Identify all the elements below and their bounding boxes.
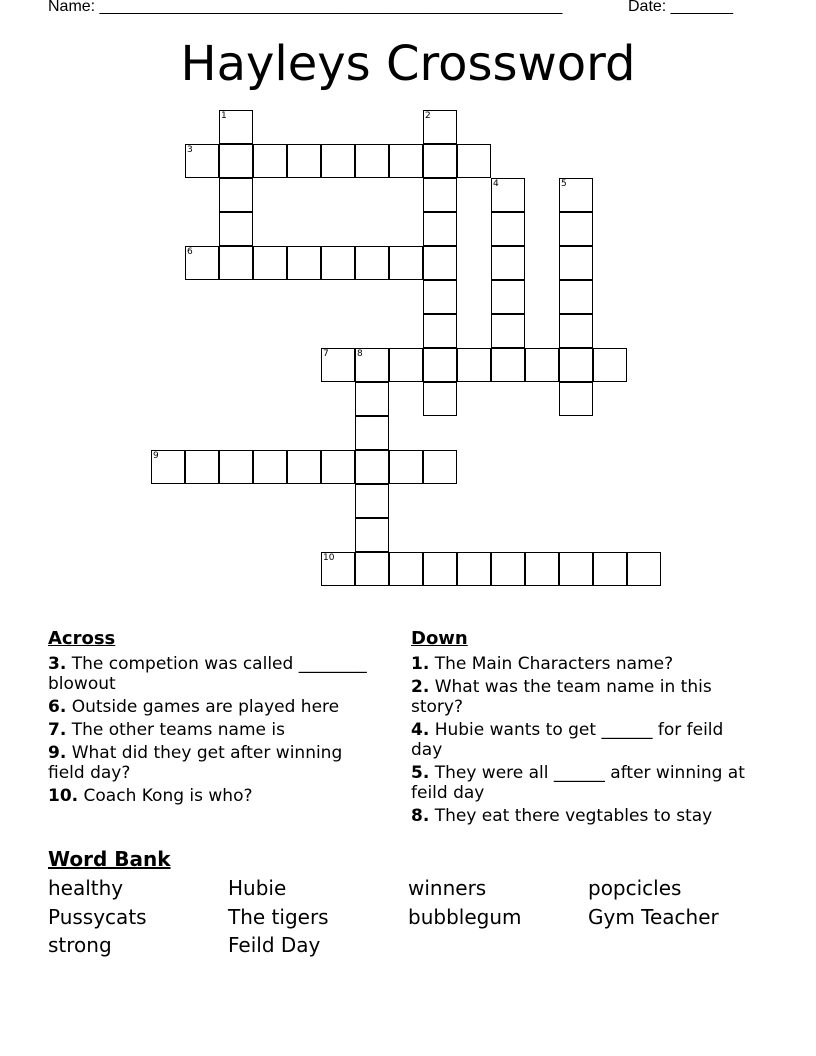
crossword-cell[interactable] <box>423 450 457 484</box>
crossword-cell[interactable] <box>219 144 253 178</box>
word-bank-item: The tigers <box>228 904 329 929</box>
clue-across-9 <box>48 743 378 783</box>
crossword-cell[interactable] <box>559 348 593 382</box>
crossword-cell[interactable] <box>185 144 219 178</box>
crossword-cell[interactable] <box>423 280 457 314</box>
crossword-cell[interactable] <box>185 246 219 280</box>
page-title: Hayleys Crossword <box>180 36 636 92</box>
cell-number: 6 <box>187 247 193 257</box>
crossword-cell[interactable] <box>219 110 253 144</box>
clue-text: Outside games are played here <box>71 697 340 717</box>
crossword-cell[interactable] <box>219 212 253 246</box>
crossword-cell[interactable] <box>457 552 491 586</box>
clue-text: What did they get after winning field day? <box>48 743 343 783</box>
word-bank-item: Feild Day <box>228 933 321 957</box>
crossword-cell[interactable] <box>559 382 593 416</box>
crossword-cell[interactable] <box>423 382 457 416</box>
crossword-cell[interactable] <box>559 280 593 314</box>
crossword-cell[interactable] <box>423 314 457 348</box>
clue-number: 3. <box>48 654 67 674</box>
crossword-cell[interactable] <box>355 348 389 382</box>
clue-down-4 <box>411 720 751 760</box>
crossword-cell[interactable] <box>355 450 389 484</box>
word-bank-list <box>48 874 768 960</box>
clue-number: 1. <box>411 654 430 674</box>
clue-number: 4. <box>411 720 430 740</box>
across-heading: Across <box>48 628 116 649</box>
crossword-cell[interactable] <box>219 246 253 280</box>
crossword-cell[interactable] <box>253 450 287 484</box>
crossword-cell[interactable] <box>559 552 593 586</box>
word-bank-item: winners <box>408 876 487 900</box>
word-bank-item: Gym Teacher <box>588 904 719 929</box>
cell-number: 5 <box>561 179 567 189</box>
clue-number: 10. <box>48 786 79 806</box>
crossword-cell[interactable] <box>389 246 423 280</box>
clue-text: The other teams name is <box>71 720 285 740</box>
crossword-cell[interactable] <box>423 246 457 280</box>
crossword-cell[interactable] <box>389 450 423 484</box>
crossword-cell[interactable] <box>321 246 355 280</box>
clue-text: Coach Kong is who? <box>83 786 253 806</box>
crossword-cell[interactable] <box>559 246 593 280</box>
cell-number: 1 <box>221 111 227 121</box>
crossword-cell[interactable] <box>559 212 593 246</box>
crossword-cell[interactable] <box>423 348 457 382</box>
word-bank-item: strong <box>48 933 112 957</box>
clue-text: Hubie wants to get ______ for feild day <box>411 720 724 760</box>
crossword-cell[interactable] <box>355 484 389 518</box>
crossword-cell[interactable] <box>219 178 253 212</box>
crossword-cell[interactable] <box>253 246 287 280</box>
cell-number: 7 <box>323 349 329 359</box>
crossword-cell[interactable] <box>355 552 389 586</box>
crossword-cell[interactable] <box>559 178 593 212</box>
crossword-cell[interactable] <box>355 144 389 178</box>
crossword-cell[interactable] <box>321 348 355 382</box>
clue-across-7 <box>48 720 378 740</box>
crossword-cell[interactable] <box>151 450 185 484</box>
clue-down-2 <box>411 677 751 717</box>
crossword-cell[interactable] <box>389 144 423 178</box>
crossword-cell[interactable] <box>355 416 389 450</box>
crossword-cell[interactable] <box>423 552 457 586</box>
crossword-cell[interactable] <box>491 212 525 246</box>
cell-number: 8 <box>357 349 363 359</box>
clue-down-1 <box>411 654 751 674</box>
cell-number: 2 <box>425 111 431 121</box>
crossword-cell[interactable] <box>457 348 491 382</box>
clue-down-8 <box>411 806 751 826</box>
cell-number: 3 <box>187 145 193 155</box>
cell-number: 9 <box>153 451 159 461</box>
clue-down-5 <box>411 763 751 803</box>
crossword-cell[interactable] <box>389 348 423 382</box>
crossword-cell[interactable] <box>491 178 525 212</box>
crossword-cell[interactable] <box>321 552 355 586</box>
clue-text: They were all ______ after winning at feild day <box>411 763 745 803</box>
clue-number: 7. <box>48 720 67 740</box>
crossword-cell[interactable] <box>321 144 355 178</box>
clue-text: What was the team name in this story? <box>411 677 712 717</box>
crossword-cell[interactable] <box>185 450 219 484</box>
crossword-cell[interactable] <box>253 144 287 178</box>
clue-number: 6. <box>48 697 67 717</box>
clue-across-6 <box>48 697 378 717</box>
across-clues <box>48 628 378 809</box>
clue-across-3 <box>48 654 378 694</box>
crossword-cell[interactable] <box>287 450 321 484</box>
crossword-cell[interactable] <box>491 348 525 382</box>
crossword-cell[interactable] <box>355 518 389 552</box>
crossword-cell[interactable] <box>491 246 525 280</box>
clue-text: They eat there vegtables to stay <box>434 806 713 826</box>
clue-number: 8. <box>411 806 430 826</box>
crossword-cell[interactable] <box>559 314 593 348</box>
crossword-cell[interactable] <box>355 246 389 280</box>
crossword-cell[interactable] <box>321 450 355 484</box>
crossword-cell[interactable] <box>491 552 525 586</box>
crossword-cell[interactable] <box>389 552 423 586</box>
crossword-cell[interactable] <box>423 212 457 246</box>
clue-number: 5. <box>411 763 430 783</box>
crossword-cell[interactable] <box>355 382 389 416</box>
word-bank <box>48 846 768 960</box>
crossword-cell[interactable] <box>525 552 559 586</box>
clue-number: 2. <box>411 677 430 697</box>
clue-text: The Main Characters name? <box>434 654 674 674</box>
word-bank-item: healthy <box>48 876 124 900</box>
word-bank-heading: Word Bank <box>48 847 171 871</box>
word-bank-item: Hubie <box>228 876 287 900</box>
word-bank-item: Pussycats <box>48 904 147 929</box>
crossword-cell[interactable] <box>423 178 457 212</box>
cell-number: 10 <box>323 553 335 563</box>
clue-number: 9. <box>48 743 67 763</box>
crossword-cell[interactable] <box>593 348 627 382</box>
date-field-label[interactable]: Date: _______ <box>628 0 733 15</box>
down-clues <box>411 628 751 829</box>
word-bank-item: bubblegum <box>408 904 522 929</box>
crossword-cell[interactable] <box>593 552 627 586</box>
down-heading: Down <box>411 628 468 649</box>
crossword-cell[interactable] <box>287 144 321 178</box>
crossword-cell[interactable] <box>491 280 525 314</box>
crossword-cell[interactable] <box>423 144 457 178</box>
clue-text: The competion was called ________ blowout <box>48 654 367 694</box>
crossword-cell[interactable] <box>457 144 491 178</box>
crossword-cell[interactable] <box>219 450 253 484</box>
crossword-cell[interactable] <box>491 314 525 348</box>
crossword-cell[interactable] <box>627 552 661 586</box>
crossword-cell[interactable] <box>423 110 457 144</box>
name-field-label[interactable]: Name: ____________________________________________________ <box>48 0 563 15</box>
clue-across-10 <box>48 786 378 806</box>
crossword-cell[interactable] <box>287 246 321 280</box>
word-bank-item: popcicles <box>588 876 682 900</box>
crossword-cell[interactable] <box>525 348 559 382</box>
cell-number: 4 <box>493 179 499 189</box>
